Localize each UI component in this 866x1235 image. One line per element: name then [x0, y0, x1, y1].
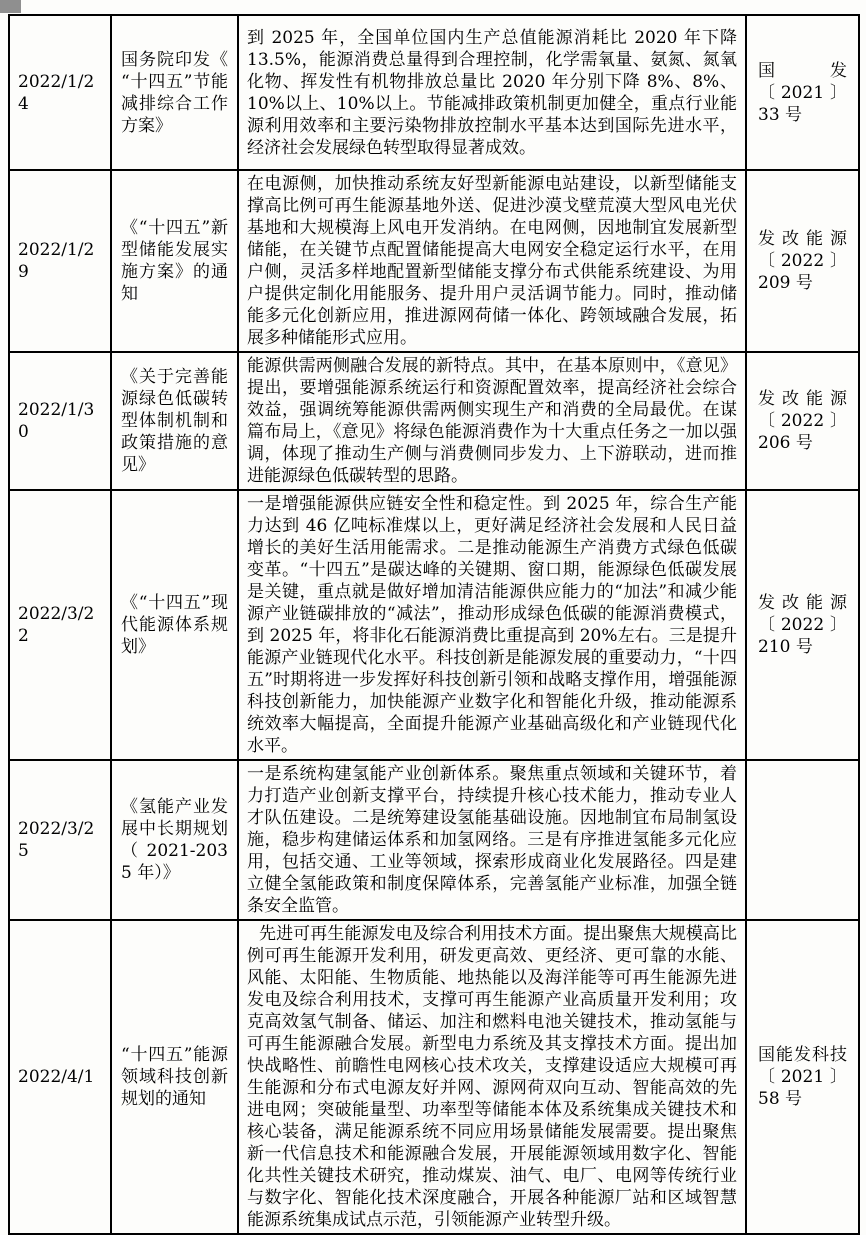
policy-date: 2022/1/30: [9, 352, 111, 490]
policy-date: 2022/3/25: [9, 760, 111, 920]
policy-doc-number: 发改能源〔2022〕206 号: [746, 352, 859, 490]
policy-title: 《氢能产业发展中长期规划（ 2021-2035 年）》: [111, 760, 238, 920]
policy-date: 2022/4/1: [9, 920, 111, 1234]
corner-artifact: [0, 0, 21, 13]
policy-title: 《“十四五”现代能源体系规划》: [111, 490, 238, 760]
table-row: [9, 760, 859, 920]
policy-description: 先进可再生能源发电及综合利用技术方面。提出聚焦大规模高比例可再生能源开发利用，研发更高效、更经济、更可靠的水能、风能、太阳能、生物质能、地热能以及海洋能等可再生能源先进发电及综合利用技术，支撑可再生能源产业高质量开发利用；攻克高效氢气制备、储运、加注和燃料电池关键技术，推动氢能与可再生能源融合发展。新型电力系统及其支撑技术方面。提出加快战略性、前瞻性电网核心技术攻关，支撑建设适应大规模可再生能源和分布式电源友好并网、源网荷双向互动、智能高效的先进电网；突破能量型、功率型等储能本体及系统集成关键技术和核心装备，满足能源系统不同应用场景储能发展需要。提出聚焦新一代信息技术和能源融合发展，开展能源领域用数字化、智能化共性关键技术研究，推动煤炭、油气、电厂、电网等传统行业与数字化、智能化技术深度融合，开展各种能源厂站和区域智慧能源系统集成试点示范，引领能源产业转型升级。: [238, 920, 746, 1234]
policy-description: 能源供需两侧融合发展的新特点。其中，在基本原则中，《意见》提出，要增强能源系统运行和资源配置效率，提高经济社会综合效益，强调统筹能源供需两侧实现生产和消费的全局最优。在谋篇布局上，《意见》将绿色能源消费作为十大重点任务之一加以强调，体现了推动生产侧与消费侧同步发力、上下游联动，进而推进能源绿色低碳转型的思路。: [238, 352, 746, 490]
policy-title: 国务院印发《“十四五”节能减排综合工作方案》: [111, 15, 238, 170]
table-row: [9, 15, 859, 170]
table-row: [9, 490, 859, 760]
table-row: [9, 170, 859, 352]
policy-table-body: [9, 15, 859, 1234]
table-row: [9, 352, 859, 490]
table-row: [9, 920, 859, 1234]
policy-description: 在电源侧，加快推动系统友好型新能源电站建设，以新型储能支撑高比例可再生能源基地外送、促进沙漠戈壁荒漠大型风电光伏基地和大规模海上风电开发消纳。在电网侧，因地制宜发展新型储能，在关键节点配置储能提高大电网安全稳定运行水平，在用户侧，灵活多样地配置新型储能支撑分布式供能系统建设、为用户提供定制化用能服务、提升用户灵活调节能力。同时，推动储能多元化创新应用，推进源网荷储一体化、跨领域融合发展，拓展多种储能形式应用。: [238, 170, 746, 352]
policy-doc-number: 国发〔2021〕33 号: [746, 15, 859, 170]
policy-title: 《“十四五”新型储能发展实施方案》的通知: [111, 170, 238, 352]
policy-date: 2022/1/24: [9, 15, 111, 170]
policy-description: 一是增强能源供应链安全性和稳定性。到 2025 年，综合生产能力达到 46 亿吨标准煤以上，更好满足经济社会发展和人民日益增长的美好生活用能需求。二是推动能源生产消费方式绿色低碳变革。“十四五”是碳达峰的关键期、窗口期，能源绿色低碳发展是关键，重点就是做好增加清洁能源供应能力的“加法”和减少能源产业链碳排放的“减法”，推动形成绿色低碳的能源消费模式，到 2025 年，将非化石能源消费比重提高到 20%左右。三是提升能源产业链现代化水平。科技创新是能源发展的重要动力，“十四五”时期将进一步发挥好科技创新引领和战略支撑作用，增强能源科技创新能力，加快能源产业数字化和智能化升级，推动能源系统效率大幅提高，全面提升能源产业基础高级化和产业链现代化水平。: [238, 490, 746, 760]
policy-description: 一是系统构建氢能产业创新体系。聚焦重点领域和关键环节，着力打造产业创新支撑平台，持续提升核心技术能力，推动专业人才队伍建设。二是统筹建设氢能基础设施。因地制宜布局制氢设施，稳步构建储运体系和加氢网络。三是有序推进氢能多元化应用，包括交通、工业等领域，探索形成商业化发展路径。四是建立健全氢能政策和制度保障体系，完善氢能产业标准，加强全链条安全监管。: [238, 760, 746, 920]
policy-date: 2022/3/22: [9, 490, 111, 760]
policy-doc-number: 发改能源〔2022〕209 号: [746, 170, 859, 352]
policy-description: 到 2025 年，全国单位国内生产总值能源消耗比 2020 年下降 13.5%，能源消费总量得到合理控制，化学需氧量、氨氮、氮氧化物、挥发性有机物排放总量比 2020 年分别下降 8%、8%、10%以上、10%以上。节能减排政策机制更加健全，重点行业能源利用效率和主要污染物排放控制水平基本达到国际先进水平，经济社会发展绿色转型取得显著成效。: [238, 15, 746, 170]
policy-doc-number: 发改能源〔2022〕210 号: [746, 490, 859, 760]
policy-table: [8, 14, 860, 1235]
policy-doc-number: 国能发科技〔2021〕58 号: [746, 920, 859, 1234]
policy-title: “十四五”能源领域科技创新规划的通知: [111, 920, 238, 1234]
policy-title: 《关于完善能源绿色低碳转型体制机制和政策措施的意见》: [111, 352, 238, 490]
policy-date: 2022/1/29: [9, 170, 111, 352]
policy-doc-number: [746, 760, 859, 920]
